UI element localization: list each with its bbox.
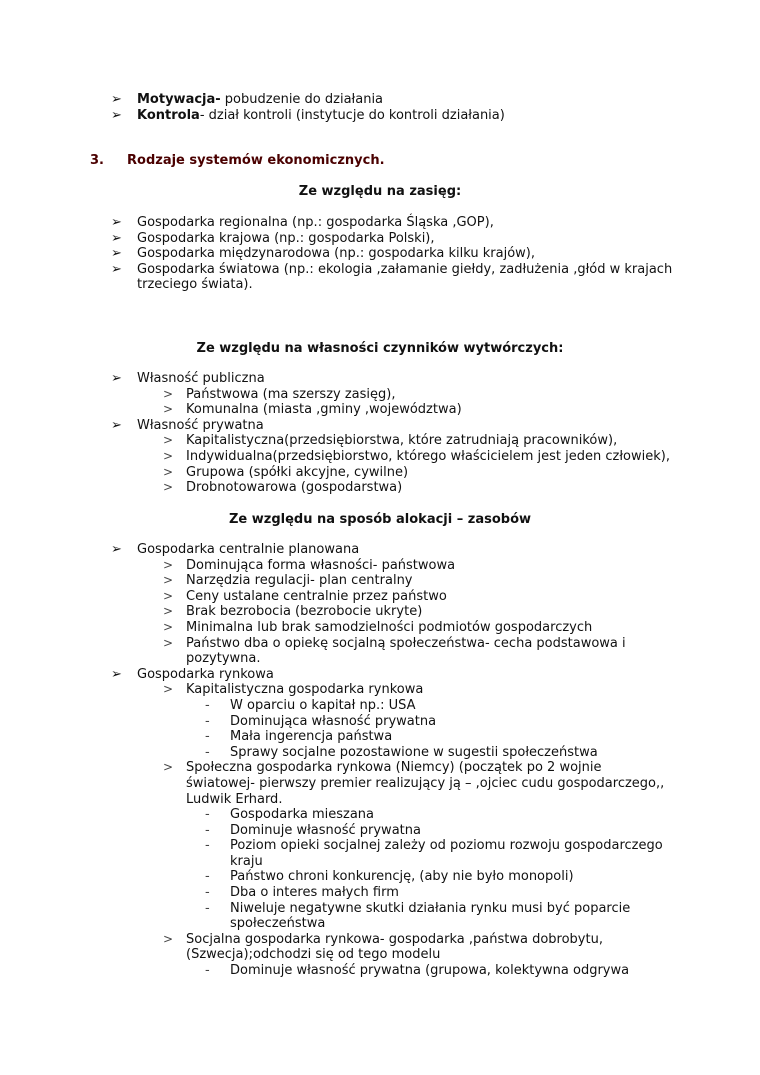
list-item-text: Dba o interes małych firm [230,885,399,901]
list-item-text: Własność prywatna [137,417,264,433]
chevron-bullet-icon: > [163,448,174,463]
list-item-text: Państwowa (ma szerszy zasięg), [186,386,396,402]
dash-bullet-icon: - [205,885,210,901]
section-title: Rodzaje systemów ekonomicznych. [127,153,385,168]
chevron-bullet-icon: > [163,588,174,603]
list-item [0,246,760,262]
list-item-text: Kapitalistyczna gospodarka rynkowa [186,682,424,698]
list-subitem [0,620,760,636]
list-item-text: światowej- pierwszy premier realizujący ją – ,ojciec cudu gospodarczego,, [186,775,665,791]
list-item-text: (Szwecja);odchodzi się od tego modelu [186,947,441,963]
list-item-text: Dominuje własność prywatna (grupowa, kolektywna odgrywa [230,963,630,979]
list-item-text: Narzędzia regulacji- plan centralny [186,573,413,589]
list-subitem [0,480,760,496]
list-subsubitem [0,901,760,917]
chevron-bullet-icon: > [163,464,174,479]
arrow-bullet-icon: ➢ [111,261,122,277]
list-subitem [0,402,760,418]
list-item-text: Dominująca forma własności- państwowa [186,557,456,573]
list-item-text: W oparciu o kapitał np.: USA [230,697,416,713]
arrow-bullet-icon: ➢ [111,371,122,386]
section-number: 3. [90,153,104,168]
list-subitem [0,449,760,465]
list-item [0,542,760,558]
list-subitem [0,636,760,652]
arrow-bullet-icon: ➢ [111,230,122,246]
list-item-text: Państwo chroni konkurencję, (aby nie było monopoli) [230,869,574,885]
list-subitem-continuation [0,947,760,963]
list-item-text: Dominuje własność prywatna [230,822,421,838]
list-item-text: Komunalna (miasta ,gminy ,województwa) [186,402,462,418]
list-item [0,418,760,434]
list-item [0,92,760,108]
list-subitem [0,682,760,698]
list-subitem-continuation [0,792,760,808]
chevron-bullet-icon: > [163,682,174,697]
chevron-bullet-icon: > [163,635,174,650]
term-bold: Kontrola [137,107,200,123]
list-item-text: Brak bezrobocia (bezrobocie ukryte) [186,604,423,620]
list-subitem [0,387,760,403]
dash-bullet-icon: - [205,869,210,885]
list-subsubitem [0,963,760,979]
term-text: - dział kontroli (instytucje do kontroli działania) [199,107,505,123]
dash-bullet-icon: - [205,713,210,729]
chevron-bullet-icon: > [163,557,174,572]
list-item-text: Gospodarka krajowa (np.: gospodarka Polski), [137,230,435,246]
dash-bullet-icon: - [205,900,210,916]
list-item-text: Kapitalistyczna(przedsiębiorstwa, które zatrudniają pracowników), [186,433,618,449]
list-subsubitem [0,885,760,901]
list-item-text: Poziom opieki socjalnej zależy od poziomu rozwoju gospodarczego [230,838,663,854]
list-item [0,231,760,247]
list-subitem [0,433,760,449]
list-item-continuation [0,277,760,293]
list-item-text: Gospodarka rynkowa [137,666,274,682]
list-subsubitem [0,838,760,854]
list-subsubitem-continuation [0,854,760,870]
list-item-text: Gospodarka mieszana [230,807,375,823]
list-item [0,262,760,278]
list-item-text: Gospodarka światowa (np.: ekologia ,załamanie giełdy, zadłużenia ,głód w krajach [137,261,673,277]
list-item-text: Państwo dba o opiekę socjalną społeczeństwa- cecha podstawowa i [186,635,626,651]
list-item-text: Minimalna lub brak samodzielności podmiotów gospodarczych [186,619,593,635]
intro-list [0,92,760,123]
list-subsubitem [0,823,760,839]
subheading-alokacja: Ze względu na sposób alokacji – zasobów [228,512,532,527]
dash-bullet-icon: - [205,744,210,760]
list-subsubitem [0,807,760,823]
arrow-bullet-icon: ➢ [111,417,122,433]
list-item-text: pozytywna. [186,651,261,667]
chevron-bullet-icon: > [163,760,174,775]
dash-bullet-icon: - [205,838,210,854]
list-item-text: kraju [230,853,263,869]
list-item-text: Społeczna gospodarka rynkowa (Niemcy) (początek po 2 wojnie [186,760,602,776]
list-subsubitem-continuation [0,916,760,932]
chevron-bullet-icon: > [163,433,174,448]
list-item-text: Dominująca własność prywatna [230,713,437,729]
list-item-text: Gospodarka międzynarodowa (np.: gospodarka kilku krajów), [137,246,536,262]
list-item-text: Sprawy socjalne pozostawione w sugestii społeczeństwa [230,744,598,760]
list-item [0,108,760,124]
chevron-bullet-icon: > [163,619,174,634]
dash-bullet-icon: - [205,963,210,979]
list-item-text: Ludwik Erhard. [186,791,283,807]
list-subitem [0,604,760,620]
dash-bullet-icon: - [205,729,210,745]
wlasnosc-list [0,371,760,496]
list-item-text: trzeciego świata). [137,277,253,293]
list-item-text: Niweluje negatywne skutki działania rynku musi być poparcie [230,900,631,916]
arrow-bullet-icon: ➢ [111,246,122,262]
list-subitem-continuation [0,651,760,667]
list-item [0,215,760,231]
list-item-text: Mała ingerencja państwa [230,729,393,745]
arrow-bullet-icon: ➢ [111,215,122,230]
list-item-text: Socjalna gospodarka rynkowa- gospodarka ,państwa dobrobytu, [186,931,603,947]
chevron-bullet-icon: > [163,386,174,401]
list-subsubitem [0,729,760,745]
arrow-bullet-icon: ➢ [111,542,122,557]
section-heading [0,153,760,169]
dash-bullet-icon: - [205,697,210,713]
subheading-zasieg: Ze względu na zasięg: [298,184,462,199]
list-item [0,667,760,683]
list-item-text: Indywidualna(przedsiębiorstwo, którego właścicielem jest jeden człowiek), [186,448,670,464]
chevron-bullet-icon: > [163,480,174,495]
alokacja-list [0,542,760,979]
chevron-bullet-icon: > [163,931,174,946]
list-subsubitem [0,869,760,885]
list-item [0,371,760,387]
subheading-wlasnosc: Ze względu na własności czynników wytwórczych: [196,341,564,356]
list-item-text: Własność publiczna [137,371,265,386]
chevron-bullet-icon: > [163,573,174,588]
term-bold: Motywacja- [137,92,221,107]
list-item-text: Grupowa (spółki akcyjne, cywilne) [186,464,409,480]
list-item-text: Ceny ustalane centralnie przez państwo [186,588,447,604]
chevron-bullet-icon: > [163,604,174,619]
list-subitem-continuation [0,776,760,792]
list-subitem [0,573,760,589]
list-item-text: Gospodarka centralnie planowana [137,542,360,557]
list-subitem [0,589,760,605]
list-subitem [0,558,760,574]
list-subitem [0,932,760,948]
list-subitem [0,760,760,776]
list-subsubitem [0,714,760,730]
list-subitem [0,465,760,481]
term-text: pobudzenie do działania [220,92,384,107]
list-item-text: społeczeństwa [230,916,326,932]
chevron-bullet-icon: > [163,402,174,417]
dash-bullet-icon: - [205,807,210,823]
arrow-bullet-icon: ➢ [111,107,122,123]
zasieg-list [0,215,760,293]
list-subsubitem [0,698,760,714]
list-item-text: Drobnotowarowa (gospodarstwa) [186,480,403,496]
dash-bullet-icon: - [205,822,210,838]
arrow-bullet-icon: ➢ [111,92,122,107]
list-subsubitem [0,745,760,761]
list-item-text: Gospodarka regionalna (np.: gospodarka Śląska ,GOP), [137,215,494,230]
arrow-bullet-icon: ➢ [111,666,122,682]
